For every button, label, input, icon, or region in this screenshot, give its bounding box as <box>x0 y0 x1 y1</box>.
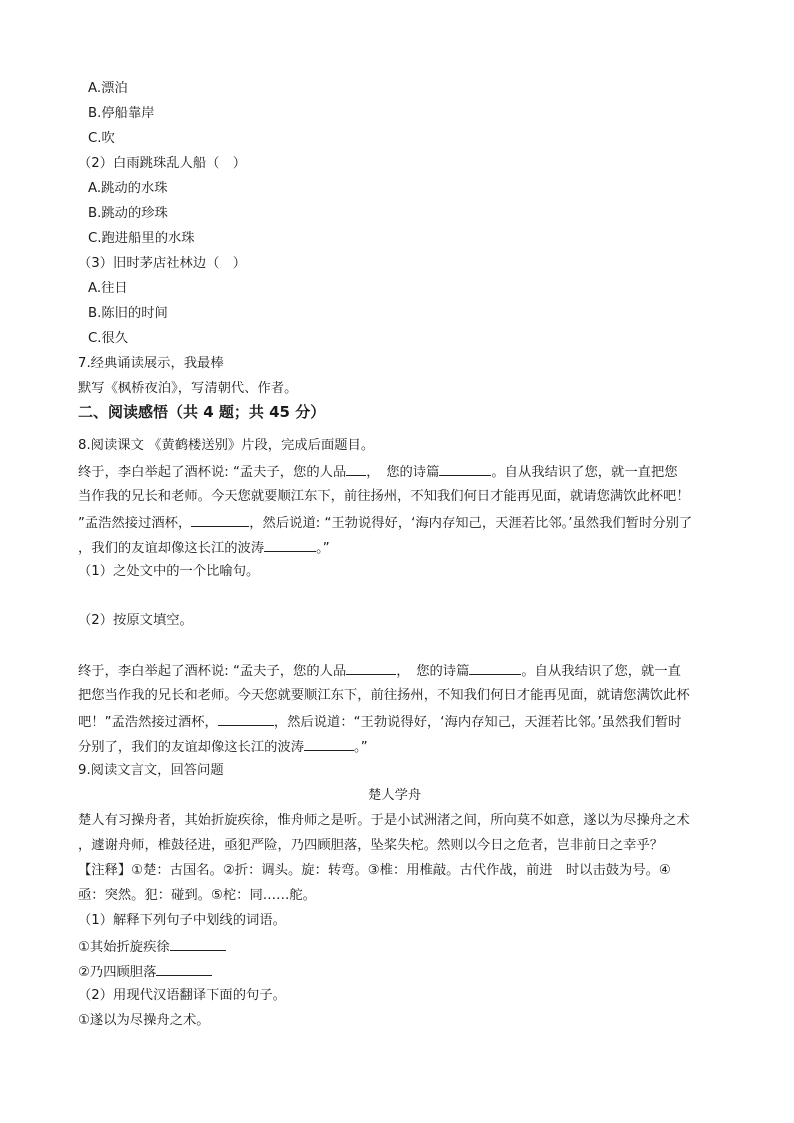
blank[interactable] <box>346 661 396 675</box>
q8-passage-line-1 <box>78 462 678 482</box>
q8-passage-text: 。” <box>316 541 330 556</box>
q9-word-1 <box>78 937 226 957</box>
q9-note-line-1: 【注释】①楚：古国名。②折：调头。旋：转弯。③椎：用椎敲。古代作战，前进 时以击鼓为号。④ <box>78 863 671 878</box>
q6-2-option-b: B.跳动的珍珠 <box>88 206 168 221</box>
q8-passage-line-3 <box>78 513 692 533</box>
q8-fill-text: ，然后说道：“王勃说得好，‘海内存知己，天涯若比邻。’虽然我们暂时 <box>273 715 682 730</box>
blank[interactable] <box>304 737 354 751</box>
blank[interactable] <box>439 462 491 476</box>
q9-word-2 <box>78 962 212 982</box>
q6-2-option-c: C.跑进船里的水珠 <box>88 231 195 246</box>
blank[interactable] <box>264 538 316 552</box>
q8-fill-line-3 <box>78 712 681 732</box>
q6-2-option-a: A.跳动的水珠 <box>88 181 168 196</box>
blank[interactable] <box>346 462 366 476</box>
q8-fill-line-1 <box>78 661 681 681</box>
q8-passage-text: ”孟浩然接过酒杯， <box>78 516 192 531</box>
q9-translate-1: ①遂以为尽操舟之术。 <box>78 1013 210 1028</box>
q6-subquestion-3: （3）旧时茅店社林边（ ） <box>78 256 247 271</box>
q6-1-option-a: A.漂泊 <box>88 81 128 96</box>
q6-1-option-c: C.吹 <box>88 131 115 146</box>
q9-passage-line-1: 楚人有习操舟者，其始折旋疾徐，惟舟师之是听。于是小试洲渚之间，所向莫不如意，遂以为尽操舟之术 <box>78 813 690 828</box>
blank[interactable] <box>170 937 226 951</box>
section-heading: 二、阅读感悟（共 4 题；共 45 分） <box>78 403 326 421</box>
q6-subquestion-2: （2）白雨跳珠乱人船（ ） <box>78 156 247 171</box>
q8-fill-text: 吧！”孟浩然接过酒杯， <box>78 715 218 730</box>
q6-3-option-b: B.陈旧的时间 <box>88 306 168 321</box>
q8-fill-text: 。” <box>354 740 368 755</box>
blank[interactable] <box>469 661 521 675</box>
blank[interactable] <box>191 513 249 527</box>
q9-passage-line-2: ，遽谢舟师，椎鼓径进，亟犯严险，乃四顾胆落，坠桨失柁。然则以今日之危者，岂非前日之幸乎？ <box>78 838 664 853</box>
q8-fill-line-4 <box>78 737 368 757</box>
q9-subquestion-1: （1）解释下列句子中划线的词语。 <box>78 913 286 928</box>
q9-word-text: ②乃四顾胆落 <box>78 965 157 980</box>
q9-title: 9.阅读文言文，回答问题 <box>78 763 224 778</box>
q8-passage-line-4 <box>78 538 330 558</box>
q7-title: 7.经典诵读展示，我最棒 <box>78 356 224 371</box>
q8-subquestion-1: （1）之处文中的一个比喻句。 <box>78 564 260 579</box>
q8-subquestion-2: （2）按原文填空。 <box>78 613 193 628</box>
q8-fill-line-2: 把您当作我的兄长和老师。今天您就要顺江东下，前往扬州，不知我们何日才能再见面，就请您满饮此杯 <box>78 688 690 703</box>
q7-prompt: 默写《枫桥夜泊》，写清朝代、作者。 <box>78 381 298 396</box>
q8-passage-text: 。自从我结识了您，就一直把您 <box>491 465 678 480</box>
q8-passage-text: ， 您的诗篇 <box>366 465 440 480</box>
q6-3-option-c: C.很久 <box>88 331 129 346</box>
q9-subquestion-2: （2）用现代汉语翻译下面的句子。 <box>78 988 286 1003</box>
q6-3-option-a: A.往日 <box>88 281 128 296</box>
q8-passage-text: ，然后说道: “王勃说得好，‘海内存知己，天涯若比邻。’虽然我们暂时分别了 <box>249 516 693 531</box>
blank[interactable] <box>218 712 274 726</box>
q8-fill-text: 分别了，我们的友谊却像这长江的波涛 <box>78 740 305 755</box>
q8-passage-line-2: 当作我的兄长和老师。今天您就要顺江东下，前往扬州，不知我们何日才能再见面，就请您满饮此杯吧！ <box>78 489 690 504</box>
q8-fill-text: ， 您的诗篇 <box>396 664 470 679</box>
blank[interactable] <box>156 962 212 976</box>
q6-1-option-b: B.停船靠岸 <box>88 106 155 121</box>
q8-passage-text: ，我们的友谊却像这长江的波涛 <box>78 541 265 556</box>
q8-title: 8.阅读课文 《黄鹤楼送别》片段，完成后面题目。 <box>78 438 375 453</box>
q9-word-text: ①其始折旋疾徐 <box>78 940 170 955</box>
q9-passage-title: 楚人学舟 <box>368 788 422 803</box>
q8-fill-text: 终于，李白举起了酒杯说: “孟夫子，您的人品 <box>78 664 347 679</box>
q8-passage-text: 终于，李白举起了酒杯说: “孟夫子，您的人品 <box>78 465 347 480</box>
q9-note-line-2: 亟：突然。犯：碰到。⑤柁：同……舵。 <box>78 888 316 903</box>
q8-fill-text: 。自从我结识了您，就一直 <box>521 664 681 679</box>
